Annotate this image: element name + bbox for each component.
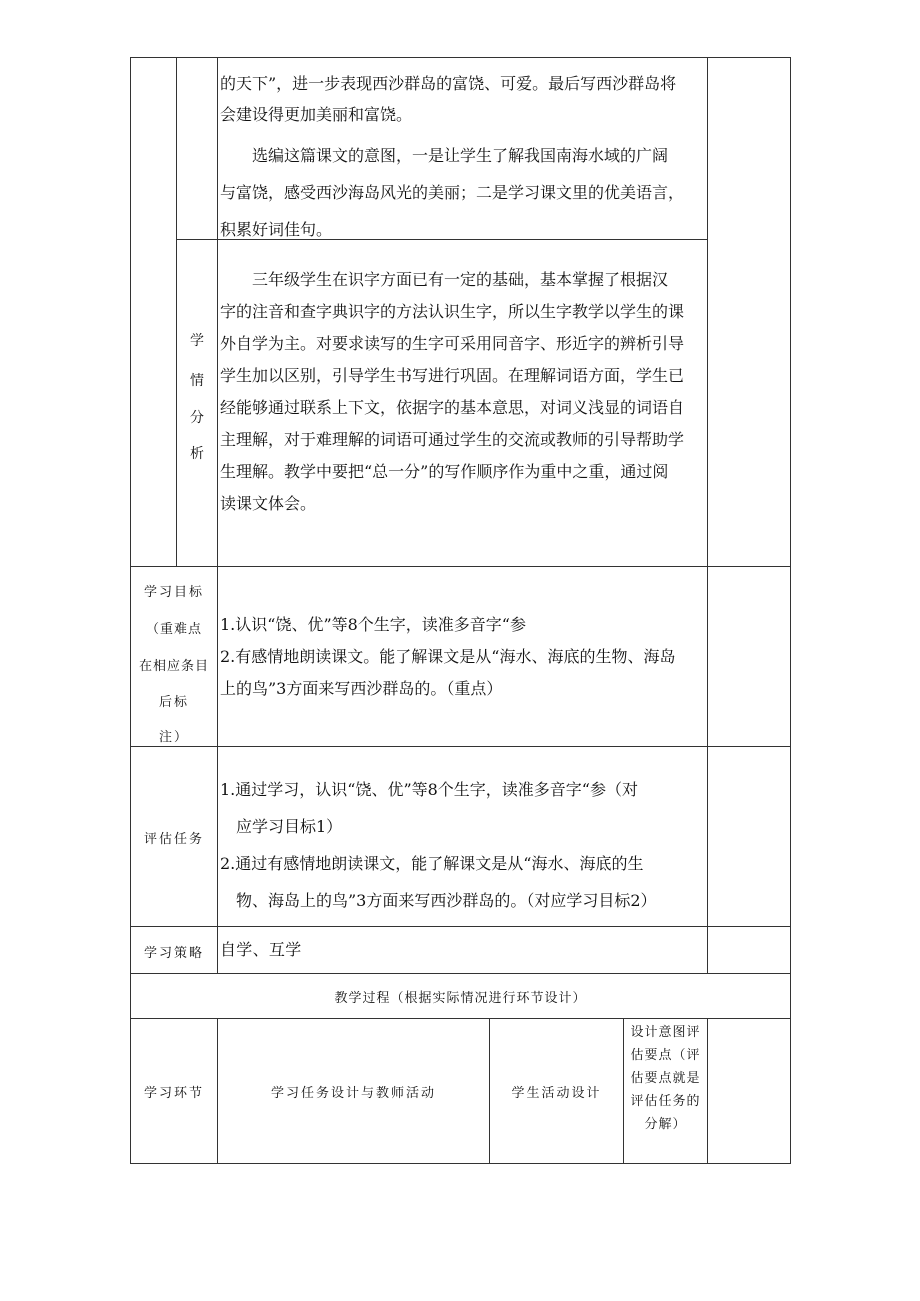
table-col-line-a xyxy=(176,57,177,566)
teaching-process-title: 教学过程（根据实际情况进行环节设计） xyxy=(334,991,587,1006)
assessment-tasks-list xyxy=(220,771,704,919)
row-line-5 xyxy=(130,973,791,974)
header-task-design: 学习任务设计与教师活动 xyxy=(270,1086,436,1101)
list-item: 应学习目标1） xyxy=(236,817,343,836)
textbook-tail-paragraph xyxy=(220,68,704,245)
text-line: 选编这篇课文的意图，一是让学生了解我国南海水域的广阔 xyxy=(252,146,669,165)
learner-analysis-label-char: 析 xyxy=(190,446,204,462)
learner-analysis-paragraph xyxy=(220,264,704,520)
list-item: 1.认识“饶、优”等8个生字，读准多音字“参 xyxy=(220,615,526,634)
table-col-line-c2 xyxy=(707,1018,708,1163)
text-line: 积累好词佳句。 xyxy=(220,220,333,239)
text-line: 学生加以区别，引导学生书写进行巩固。在理解词语方面，学生已 xyxy=(220,366,685,385)
text-line: 经能够通过联系上下文，依据字的基本意思，对词义浅显的词语自 xyxy=(220,398,685,417)
list-item: 物、海岛上的鸟”3方面来写西沙群岛的。（对应学习目标2） xyxy=(236,891,657,910)
row-line-2 xyxy=(130,566,791,567)
row-line-3 xyxy=(130,746,791,747)
learner-analysis-label-char: 情 xyxy=(190,373,204,389)
learning-goals-label-line: （重难点 xyxy=(145,622,202,637)
text-line: 三年级学生在识字方面已有一定的基础，基本掌握了根据汉 xyxy=(252,270,669,289)
list-item: 2.通过有感情地朗读课文，能了解课文是从“海水、海底的生 xyxy=(220,854,644,873)
learning-strategy-value: 自学、互学 xyxy=(220,940,302,959)
row-line-6 xyxy=(130,1018,791,1019)
learning-goals-label-line: 后标 xyxy=(158,695,189,710)
learning-goals-list xyxy=(220,609,704,705)
text-line: 主理解，对于难理解的词语可通过学生的交流或教师的引导帮助学 xyxy=(220,430,685,449)
table-top-line xyxy=(130,57,791,58)
table-bottom-line xyxy=(130,1163,791,1164)
learner-analysis-label-char: 学 xyxy=(190,333,204,349)
header-learning-stage: 学习环节 xyxy=(143,1086,204,1101)
text-line: 读课文体会。 xyxy=(220,494,317,513)
header-line: 评估任务的 xyxy=(630,1094,701,1109)
text-line: 的天下”，进一步表现西沙群岛的富饶、可爱。最后写西沙群岛将 xyxy=(220,74,677,93)
list-item: 上的鸟”3方面来写西沙群岛的。（重点） xyxy=(220,679,503,698)
learning-goals-label-line: 学习目标 xyxy=(143,585,204,600)
row-line-4 xyxy=(130,926,791,927)
text-line: 外自学为主。对要求读写的生字可采用同音字、形近字的辨析引导 xyxy=(220,334,685,353)
table-col-line-c xyxy=(707,57,708,973)
header-line: 设计意图评 xyxy=(630,1025,701,1040)
learning-goals-label-line: 注） xyxy=(158,730,189,745)
header-student-activity: 学生活动设计 xyxy=(511,1086,602,1101)
header-line: 估要点就是 xyxy=(630,1071,701,1086)
text-line: 与富饶，感受西沙海岛风光的美丽；二是学习课文里的优美语言， xyxy=(220,183,685,202)
header-line: 估要点（评 xyxy=(630,1048,701,1063)
header-line: 分解） xyxy=(644,1117,687,1132)
assessment-tasks-label: 评估任务 xyxy=(143,832,204,847)
learning-goals-label-line: 在相应条目 xyxy=(138,659,209,674)
table-border-right xyxy=(790,57,791,1163)
header-design-intent xyxy=(624,1021,707,1136)
list-item: 1.通过学习，认识“饶、优”等8个生字，读准多音字“参（对 xyxy=(220,780,638,799)
learning-strategy-label: 学习策略 xyxy=(143,946,204,961)
text-line: 生理解。教学中要把“总一分”的写作顺序作为重中之重，通过阅 xyxy=(220,462,669,481)
text-line: 字的注音和查字典识字的方法认识生字，所以生字教学以学生的课 xyxy=(220,302,685,321)
learner-analysis-label-char: 分 xyxy=(190,410,204,426)
table-col-line-b xyxy=(217,57,218,973)
list-item: 2.有感情地朗读课文。能了解课文是从“海水、海底的生物、海岛 xyxy=(220,647,676,666)
text-line: 会建设得更加美丽和富饶。 xyxy=(220,105,413,124)
